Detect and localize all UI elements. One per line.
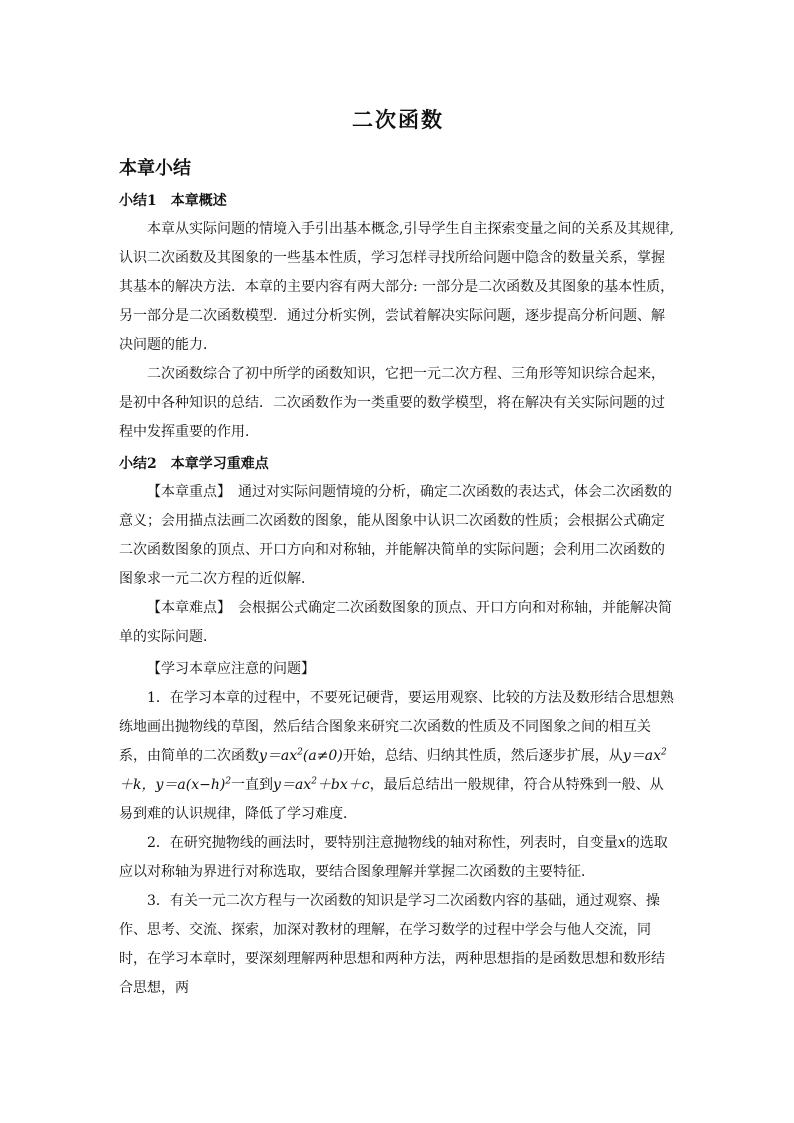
section-heading-overview: 小结1 本章概述 bbox=[119, 193, 227, 209]
formula1-main: y＝ax bbox=[259, 748, 298, 764]
paragraph-note-3: 3．有关一元二次方程与一次函数的知识是学习二次函数内容的基础，通过观察、操作、思考、交流、探索，加深对教材的理解，在学习数学的过程中学会与他人交流，同时，在学习本章时，要深刻理解两种思想和两种方法，两种思想指的是函数思想和数形结合思想，两 bbox=[119, 893, 665, 996]
paragraph-overview-2: 二次函数综合了初中所学的函数知识，它把一元二次方程、三角形等知识综合起来，是初中各种知识的总结．二次函数作为一类重要的数学模型，将在解决有关实际问题的过程中发挥重要的作用． bbox=[119, 366, 665, 440]
notes-heading: 【学习本章应注意的问题】 bbox=[147, 661, 315, 677]
paragraph-overview-1: 本章从实际问题的情境入手引出基本概念,引导学生自主探索变量之间的关系及其规律,认识二次函数及其图象的一些基本性质，学习怎样寻找所给问题中隐含的数量关系，掌握其基本的解决方法．本章的主要内容有两大部分: 一部分是二次函数及其图象的基本性质，另一部分是二次函数模型．通过分析实例，尝试着解决实际问题，逐步提高分析问题、解决问题的能力． bbox=[119, 221, 675, 353]
paragraph-key-points: 【本章重点】 通过对实际问题情境的分析，确定二次函数的表达式，体会二次函数的意义；会用描点法画二次函数的图象，能从图象中认识二次函数的性质；会根据公式确定二次函数图象的顶点、开口方向和对称轴，并能解决简单的实际问题；会利用二次函数的图象求一元二次方程的近似解． bbox=[119, 484, 672, 587]
note2-text-part1: 2．在研究抛物线的画法时，要特别注意抛物线的轴对称性，列表时，自变量 bbox=[147, 835, 618, 851]
note1-text-part3: 一直到 bbox=[231, 777, 274, 793]
formula3-tail: ＋bx＋c bbox=[316, 777, 370, 793]
section-heading-key-points: 小结2 本章学习重难点 bbox=[119, 456, 269, 472]
formula2-main: y＝ax bbox=[622, 748, 661, 764]
formula1-exponent: 2 bbox=[297, 747, 303, 758]
chapter-summary-heading: 本章小结 bbox=[119, 158, 191, 179]
paragraph-note-1 bbox=[119, 684, 677, 829]
paragraph-note-2 bbox=[119, 829, 677, 887]
formula2-exponent: 2 bbox=[660, 747, 667, 758]
note2-text-part2: 的选取应以对称轴为界进行对称选取，要结合图象理解并掌握二次函数的主要特征． bbox=[119, 835, 668, 880]
section-key-difficult-points bbox=[119, 453, 677, 1003]
formula2-exponent-2: 2 bbox=[225, 776, 232, 787]
note1-text-part2: 开始，总结、归纳其性质，然后逐步扩展，从 bbox=[342, 748, 623, 764]
paragraph-difficult-points: 【本章难点】 会根据公式确定二次函数图象的顶点、开口方向和对称轴，并能解决简单的实际问题． bbox=[119, 600, 672, 645]
formula1-tail: (a≠0) bbox=[302, 748, 343, 764]
note1-text-part1: 1．在学习本章的过程中，不要死记硬背，要运用观察、比较的方法及数形结合思想熟练地画出抛物线的草图，然后结合图象来研究二次函数的性质及不同图象之间的相互关系，由简单的二次函数 bbox=[119, 690, 674, 764]
formula3-exponent: 2 bbox=[311, 776, 317, 787]
formula-basic-quadratic bbox=[259, 748, 343, 764]
formula-general-quadratic bbox=[273, 777, 370, 793]
formula2-tail: ＋k，y＝a(x−h) bbox=[119, 777, 226, 793]
formula3-main: y＝ax bbox=[273, 777, 312, 793]
note1-text-part4: ，最后总结出一般规律，符合从特殊到一般、从易到难的认识规律，降低了学习难度． bbox=[119, 777, 664, 822]
section-overview bbox=[119, 190, 677, 447]
page-title: 二次函数 bbox=[352, 107, 444, 132]
variable-x: x bbox=[617, 835, 626, 851]
